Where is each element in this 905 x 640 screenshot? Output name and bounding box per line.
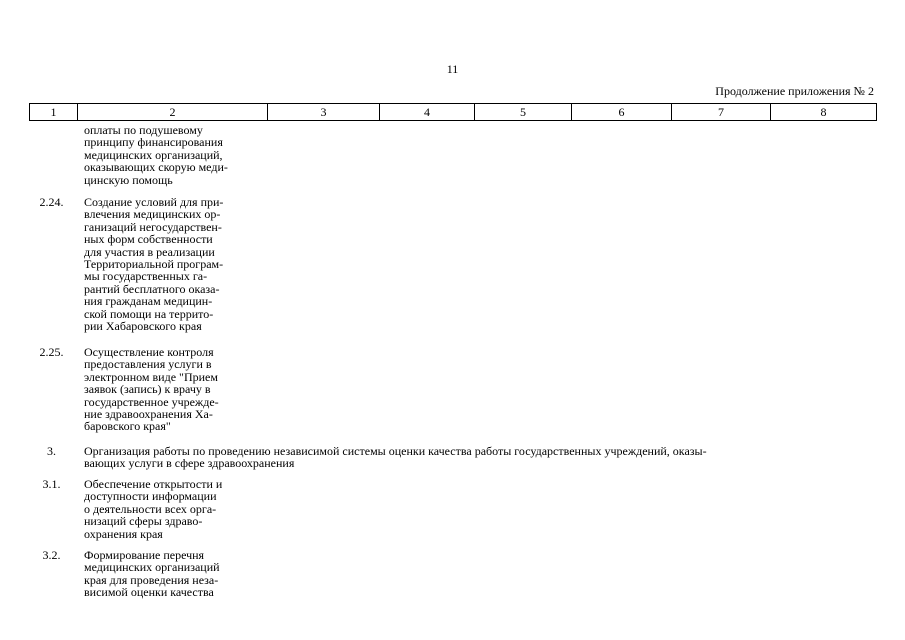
row-text-line: для участия в реализации: [84, 244, 215, 259]
row-text: [84, 346, 269, 433]
row-text-line: края для проведения неза-: [84, 572, 219, 587]
row-text-line: государственное учрежде-: [84, 394, 219, 409]
row-text-line: Территориальной програм-: [84, 257, 224, 272]
column-header-7: 7: [672, 104, 771, 121]
column-header-5: 5: [475, 104, 572, 121]
row-text-line: влечения медицинских ор-: [84, 207, 221, 222]
row-text-line: Организация работы по проведению независимой системы оценки качества работы государственных учреждений, оказы-: [84, 444, 707, 458]
row-text-line: Обеспечение открытости и: [84, 477, 223, 491]
page-number: 11: [446, 62, 459, 76]
row-text-line: Формирование перечня: [84, 548, 205, 562]
row-text-line: заявок (запись) к врачу в: [84, 382, 211, 397]
column-header-3: 3: [268, 104, 380, 121]
row-text-line: предоставления услуги в: [84, 357, 212, 372]
row-text-line: доступности информации: [84, 489, 217, 504]
row-text-line: ных форм собственности: [84, 232, 213, 247]
row-text-line: низаций сферы здраво-: [84, 514, 203, 529]
row-text: [84, 478, 269, 540]
row-text: [84, 549, 269, 599]
row-text: [84, 196, 269, 332]
column-header-8: 8: [771, 104, 877, 121]
row-number: 3.2.: [42, 548, 61, 562]
row-number: 3.: [47, 444, 56, 458]
row-text-line: охранения края: [84, 526, 163, 541]
row-text-line: мы государственных га-: [84, 269, 208, 284]
row-text-line: вающих услуги в сфере здравоохранения: [84, 456, 295, 471]
row-text-line: о деятельности всех орга-: [84, 501, 217, 516]
row-number: 2.24.: [39, 195, 64, 209]
row-text-line: ние здравоохранения Ха-: [84, 407, 213, 422]
row-text-line: Осуществление контроля: [84, 345, 214, 359]
row-text-line: ганизаций негосударствен-: [84, 219, 222, 234]
row-text-line: висимой оценки качества: [84, 585, 214, 600]
row-text-line: ния гражданам медицин-: [84, 294, 213, 309]
row-text-line: ской помощи на террито-: [84, 306, 214, 321]
row-text-line: оплаты по подушевому: [84, 123, 203, 137]
column-header-2: 2: [78, 104, 268, 121]
column-header-table: [29, 103, 877, 121]
header-row: [30, 104, 877, 121]
row-text-line: принципу финансирования: [84, 135, 223, 150]
row-text-line: цинскую помощь: [84, 172, 173, 187]
continuation-label: Продолжение приложения № 2: [715, 84, 874, 98]
row-number: 3.1.: [42, 477, 61, 491]
row-text-line: электронном виде "Прием: [84, 369, 218, 384]
row-text-line: рантий бесплатного оказа-: [84, 281, 220, 296]
row-number: 2.25.: [39, 345, 64, 359]
column-header-4: 4: [380, 104, 475, 121]
row-text-line: рии Хабаровского края: [84, 319, 202, 334]
row-text-line: оказывающих скорую меди-: [84, 160, 228, 175]
column-header-6: 6: [572, 104, 672, 121]
row-text-line: медицинских организаций,: [84, 147, 223, 162]
column-header-1: 1: [30, 104, 78, 121]
row-text-line: баровского края": [84, 419, 171, 434]
row-text: [84, 124, 269, 186]
row-text-line: Создание условий для при-: [84, 195, 224, 209]
row-text-line: медицинских организаций: [84, 560, 220, 575]
row-text: [84, 445, 874, 470]
